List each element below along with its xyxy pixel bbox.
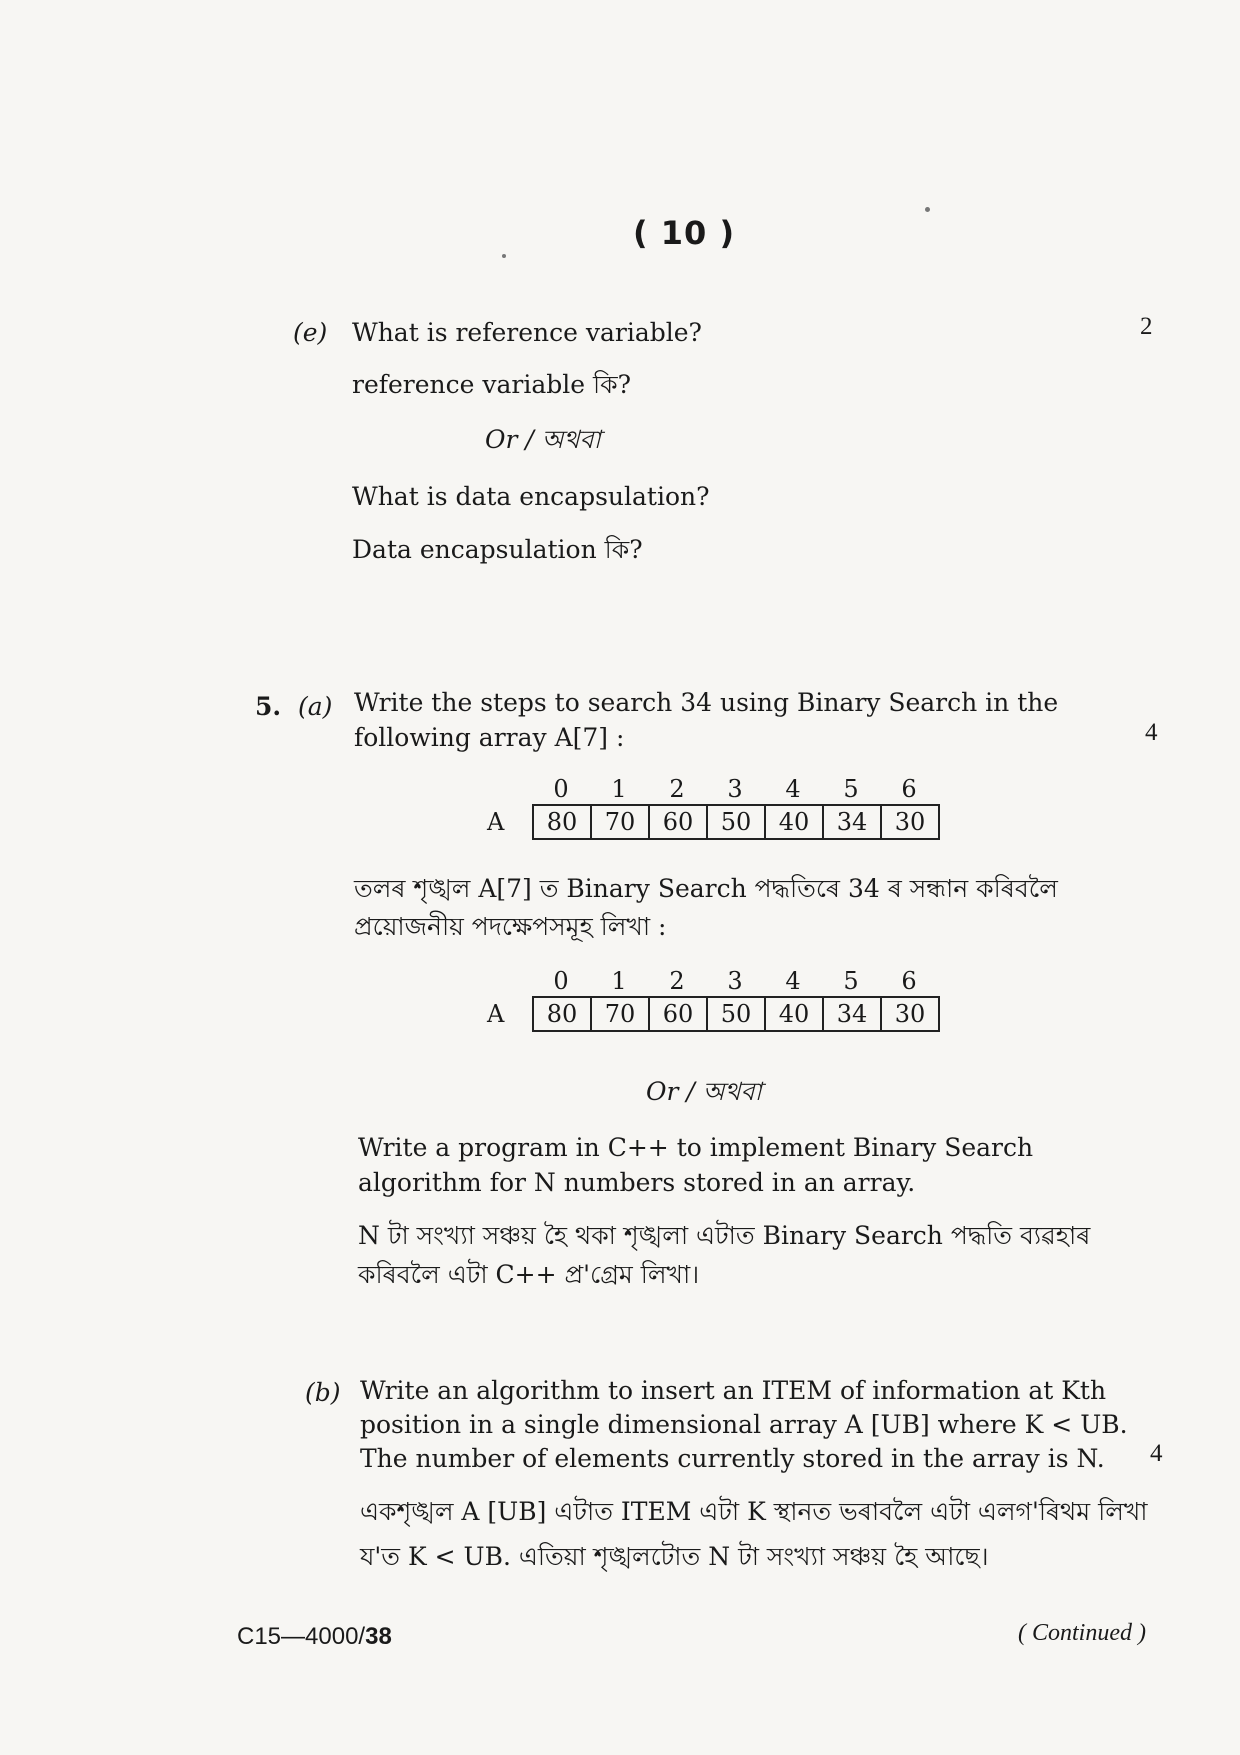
question-b-line2: position in a single dimensional array A [UB] where K < UB.: [360, 1410, 1128, 1439]
array-cell: 40: [764, 998, 822, 1030]
array-cell: 70: [590, 806, 648, 838]
array-cell: 60: [648, 806, 706, 838]
question-b-line1: Write an algorithm to insert an ITEM of information at Kth: [360, 1376, 1107, 1405]
speck: [502, 254, 506, 258]
array-index: 0: [553, 967, 569, 995]
array-index: 4: [785, 967, 801, 995]
question-a-bengali-line1: তলৰ শৃঙ্খল A[7] ত Binary Search পদ্ধতিৰে 34 ৰ সন্ধান কৰিবলৈ: [354, 874, 1058, 903]
question-a-line1: Write the steps to search 34 using Binary Search in the: [354, 688, 1059, 717]
question-label-b: (b): [305, 1378, 341, 1407]
speck: [925, 207, 930, 212]
array-cell: 50: [706, 806, 764, 838]
marks-b: 4: [1150, 1440, 1163, 1467]
or-separator: Or / অথবা: [646, 1077, 762, 1106]
paper-code: [237, 1623, 392, 1651]
array-cell: 30: [880, 806, 938, 838]
array-index: 3: [727, 775, 743, 803]
array-cell: 40: [764, 806, 822, 838]
array-cell: 50: [706, 998, 764, 1030]
paper-code-number: 38: [365, 1623, 392, 1650]
continued-note: ( Continued ): [1018, 1620, 1146, 1646]
question-e-text: What is reference variable?: [352, 318, 702, 347]
array-cells: [532, 804, 940, 840]
array-cell: 70: [590, 998, 648, 1030]
array-cell: 34: [822, 806, 880, 838]
question-label-a: (a): [298, 692, 333, 721]
page-number: ( 10 ): [633, 214, 736, 252]
array-label: A: [487, 808, 505, 836]
array-cell: 30: [880, 998, 938, 1030]
question-a-line2: following array A[7] :: [354, 723, 625, 752]
array-cell: 80: [546, 1000, 578, 1028]
question-a-alt-bengali-line1: N টা সংখ্যা সঞ্চয় হৈ থকা শৃঙ্খলা এটাত Binary Search পদ্ধতি ব্যৱহাৰ: [358, 1221, 1091, 1250]
array-cells: [532, 996, 940, 1032]
question-b-line3: The number of elements currently stored in the array is N.: [360, 1444, 1105, 1473]
question-number-5: 5.: [255, 692, 282, 721]
array-indices: [532, 774, 940, 804]
question-e-bengali: reference variable কি?: [352, 370, 632, 399]
paper-code-prefix: C15—4000/: [237, 1623, 366, 1650]
array-index: 5: [843, 967, 859, 995]
array-index: 1: [611, 775, 627, 803]
array-index: 6: [901, 775, 917, 803]
question-label-e: (e): [293, 318, 328, 347]
array-table: [487, 774, 940, 840]
marks-a: 4: [1145, 719, 1158, 746]
question-e-alt-text: What is data encapsulation?: [352, 482, 710, 511]
question-a-alt-bengali-line2: কৰিবলৈ এটা C++ প্ৰ'গ্ৰেম লিখা।: [358, 1260, 700, 1289]
array-label: A: [487, 1000, 505, 1028]
question-b-bengali-line1: একশৃঙ্খল A [UB] এটাত ITEM এটা K স্থানত ভৰাবলৈ এটা এলগ'ৰিথম লিখা: [360, 1497, 1148, 1526]
array-index: 3: [727, 967, 743, 995]
array-cell: 60: [648, 998, 706, 1030]
array-index: 0: [553, 775, 569, 803]
question-b-bengali-line2: য'ত K < UB. এতিয়া শৃঙ্খলটোত N টা সংখ্যা সঞ্চয় হৈ আছে।: [360, 1542, 989, 1571]
marks-e: 2: [1140, 313, 1153, 340]
array-index: 2: [669, 967, 685, 995]
array-table-bengali: [487, 966, 940, 1032]
question-a-alt-line2: algorithm for N numbers stored in an array.: [358, 1168, 916, 1197]
question-a-alt-line1: Write a program in C++ to implement Binary Search: [358, 1133, 1034, 1162]
question-a-bengali-line2: প্ৰয়োজনীয় পদক্ষেপসমূহ লিখা :: [354, 912, 667, 941]
array-index: 2: [669, 775, 685, 803]
array-cell: 34: [822, 998, 880, 1030]
array-index: 5: [843, 775, 859, 803]
array-index: 4: [785, 775, 801, 803]
or-separator: Or / অথবা: [485, 425, 601, 454]
question-e-alt-bengali: Data encapsulation কি?: [352, 535, 643, 564]
array-index: 6: [901, 967, 917, 995]
array-indices: [532, 966, 940, 996]
array-cell: 80: [546, 808, 578, 836]
array-index: 1: [611, 967, 627, 995]
